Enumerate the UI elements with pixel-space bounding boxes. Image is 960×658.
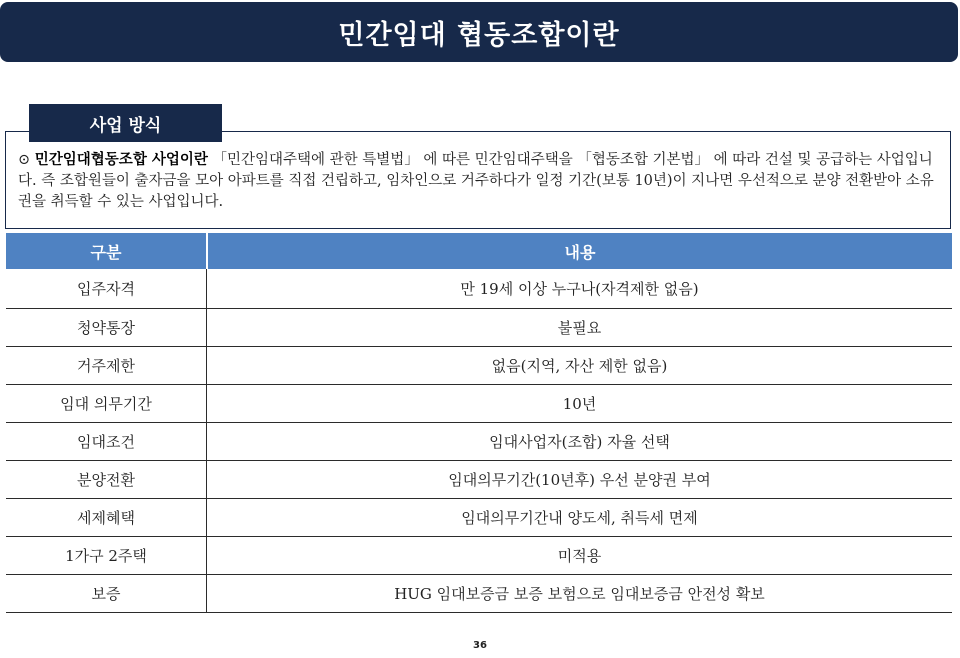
row-content: 없음(지역, 자산 제한 없음) (491, 357, 668, 375)
table-row (6, 575, 952, 613)
row-label: 거주제한 (6, 347, 207, 384)
table-row (6, 347, 952, 385)
header-content: 내용 (208, 233, 952, 269)
row-label: 임대 의무기간 (6, 385, 207, 422)
page-number: 36 (473, 640, 487, 651)
row-label: 보증 (6, 575, 207, 612)
row-content: 임대의무기간(10년후) 우선 분양권 부여 (448, 471, 711, 489)
table-header (6, 233, 952, 269)
table-row (6, 385, 952, 423)
description-box (5, 131, 951, 229)
row-label: 임대조건 (6, 423, 207, 460)
row-content: 임대사업자(조합) 자율 선택 (489, 433, 670, 451)
page-title: 민간임대 협동조합이란 (338, 19, 620, 51)
row-content: 10년 (562, 395, 597, 413)
row-label: 입주자격 (6, 269, 207, 308)
row-content: HUG 임대보증금 보증 보험으로 임대보증금 안전성 확보 (394, 585, 765, 603)
table-row (6, 269, 952, 309)
section-tab: 사업 방식 (29, 104, 222, 142)
info-table (6, 233, 952, 613)
table-body (6, 269, 952, 613)
row-content: 미적용 (557, 547, 602, 565)
row-label: 분양전환 (6, 461, 207, 498)
table-row (6, 423, 952, 461)
description-lead: 민간임대협동조합 사업이란 (34, 152, 208, 168)
row-content: 만 19세 이상 누구나(자격제한 없음) (460, 280, 699, 298)
table-row (6, 461, 952, 499)
table-row (6, 537, 952, 575)
row-content: 임대의무기간내 양도세, 취득세 면제 (461, 509, 698, 527)
table-row (6, 309, 952, 347)
bullet-icon: ⊙ (18, 152, 31, 168)
row-label: 세제혜택 (6, 499, 207, 536)
title-banner (0, 2, 958, 62)
row-label: 청약통장 (6, 309, 207, 346)
row-label: 1가구 2주택 (6, 537, 207, 574)
row-content: 불필요 (557, 319, 602, 337)
description-body: 「민간임대주택에 관한 특별법」 에 따른 민간임대주택을 「협동조합 기본법」 에 따라 건설 및 공급하는 사업입니다. 즉 조합원들이 출자금을 모아 아파트를 직접 건립하고, 임차인으로 거주하다가 일정 기간(보통 10년)이 지나면 우선적으로 분양 전환받아 소유권을 취득할 수 있는 사업입니다. (18, 152, 934, 210)
header-category: 구분 (6, 233, 206, 269)
table-row (6, 499, 952, 537)
